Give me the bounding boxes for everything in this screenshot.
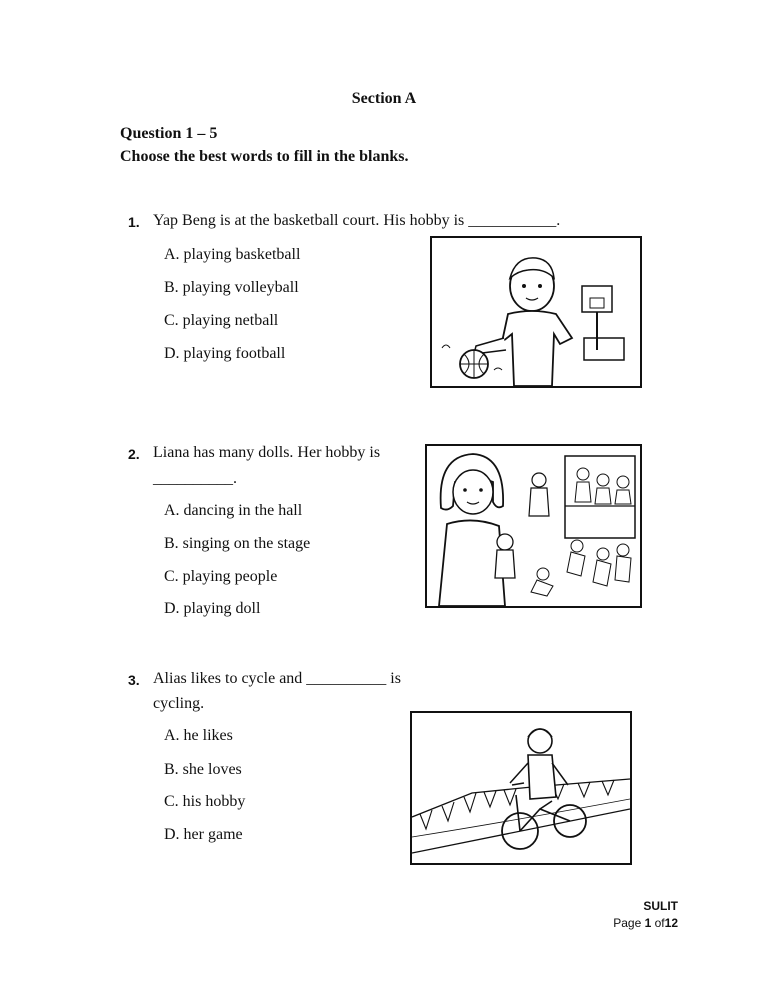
question-number: 1. — [128, 214, 140, 230]
option-d: D. her game — [164, 826, 243, 843]
page-indicator — [613, 916, 678, 930]
option-b: B. singing on the stage — [164, 535, 311, 552]
option-d: D. playing doll — [164, 600, 261, 617]
option-c: C. his hobby — [164, 793, 246, 810]
option-c: C. playing netball — [164, 312, 279, 329]
option-a: A. he likes — [164, 727, 233, 744]
section-title: Section A — [351, 90, 417, 107]
option-d: D. playing football — [164, 345, 286, 362]
boy-cycling-illustration — [410, 711, 632, 865]
page-total: 12 — [664, 916, 678, 930]
question-range: Question 1 – 5 — [120, 125, 218, 142]
page-of: of — [654, 916, 665, 930]
question-text: Liana has many dolls. Her hobby is — [153, 444, 381, 461]
option-b: B. playing volleyball — [164, 279, 299, 296]
question-text-line2: __________. — [153, 470, 237, 487]
question-text-line2: cycling. — [153, 695, 205, 712]
instruction: Choose the best words to fill in the blanks. — [120, 148, 409, 165]
classification-label: SULIT — [643, 899, 678, 913]
page-prefix: Page — [613, 916, 642, 930]
question-text: Alias likes to cycle and __________ is — [153, 670, 401, 687]
option-b: B. she loves — [164, 761, 242, 778]
question-number: 3. — [128, 672, 140, 688]
page-current: 1 — [644, 916, 652, 930]
option-c: C. playing people — [164, 568, 278, 585]
question-text: Yap Beng is at the basketball court. His hobby is ___________. — [153, 212, 561, 229]
girl-dolls-illustration — [425, 444, 642, 608]
option-a: A. playing basketball — [164, 246, 301, 263]
option-a: A. dancing in the hall — [164, 502, 303, 519]
basketball-boy-illustration — [430, 236, 642, 388]
question-number: 2. — [128, 446, 140, 462]
